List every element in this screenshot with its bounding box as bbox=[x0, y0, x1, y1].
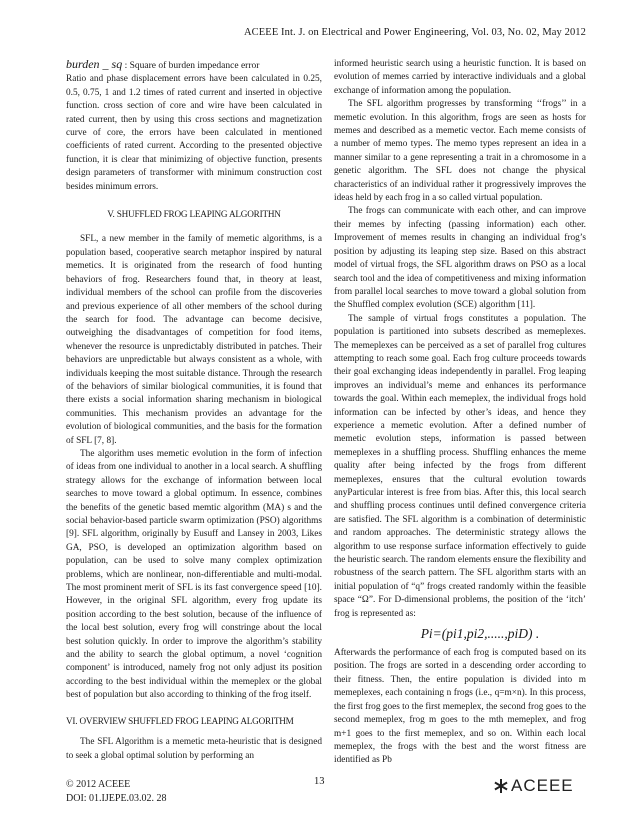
paragraph-communication: The frogs can communicate with each other, and can improve their memes by infecting (passing information) each other. Improvement of memes results in changing an individual frog’s position by adjusting its leaping step size. Based on this abstract model of virtual frogs, the SFL algorithm draws on PSO as a local search tool and the idea of competitiveness and mixing information from parallel local searches to move toward a global solution from the Shuffled complex evolution (SCE) algorithm [11]. bbox=[334, 206, 586, 311]
asterisk-icon bbox=[494, 779, 508, 793]
paragraph-errors: Ratio and phase displacement errors have been calculated in 0.25, 0.5, 0.75, 1 and 1.2 times of rated current and inserted in objective function. cross section of core and wire have been calculated in rated current, then by using this cross sections and magnetization curve of core, the errors have been calculated in mentioned coefficients of rated current. According to the presented objective function, it is clear that minimizing of objective function, presents design parameters of transformer with minimum construction cost besides minimum errors. bbox=[66, 74, 322, 192]
logo-text: ACEEE bbox=[511, 776, 574, 795]
copyright-text: © 2012 ACEEE bbox=[66, 779, 131, 790]
journal-header: ACEEE Int. J. on Electrical and Power Engineering, Vol. 03, No. 02, May 2012 bbox=[244, 27, 586, 38]
position-equation: Pi=(pi1,pi2,.....,piD) . bbox=[420, 626, 540, 642]
burden-definition bbox=[66, 58, 322, 73]
footer-info bbox=[66, 778, 167, 806]
paragraph-population: The sample of virtual frogs constitutes a population. The population is partitioned into subsets described as memeplexes. The memeplexes can be perceived as a set of parallel frog cultures attempting to reach some goal. Each frog culture proceeds towards their goal exchanging ideas independently in parallel. Frog leaping improves an individual’s meme and enhances its performance towards the goal. Within each memeplex, the individual frogs hold information can be infected by other’s ideas, and hence they experience a memetic evolution. After a defined number of memetic evolution steps, information is passed between memeplexes in a shuffling process. Shuffling enhances the meme quality after being infected by the frogs from different memeplexes, ensures that the cultural evolution towards anyParticular interest is free from bias. After this, this local search and shuffling process continues until defined convergence criteria are satisfied. The SFL algorithm is a combination of deterministic and random approaches. The deterministic strategy allows the algorithm to use response surface information effectively to guide the heuristic search. The random elements ensure the flexibility and robustness of the search pattern. The SFL algorithm starts with an initial population of “q” frogs created randomly within the feasible space “Ω”. For D-dimensional problems, the position of the ‘itch’ frog is represented as: bbox=[334, 313, 586, 619]
paragraph-frogs-memes: The SFL algorithm progresses by transforming ‘‘frogs’’ in a memetic evolution. In this algorithm, frogs are seen as hosts for memes and described as a memetic vector. Each meme consists of a number of memo types. The memo types represent an idea in a manner similar to a gene representing a trait in a chromosome in a genetic algorithm. The SFL does not change the physical characteristics of an individual rather it progressively improves the ideas held by each frog in a so called virtual population. bbox=[334, 99, 586, 204]
burden-symbol: burden _ sq bbox=[66, 57, 123, 71]
burden-text: : Square of burden impedance error bbox=[124, 61, 260, 71]
right-column bbox=[334, 58, 586, 768]
doi-text: DOI: 01.IJEPE.03.02. 28 bbox=[66, 793, 167, 804]
paragraph-sfl-intro: SFL, a new member in the family of memetic algorithms, is a population based, cooperative search metaphor inspired by natural memetics. It is originated from the research of food hunting behaviors of frog. Researchers found that, in theory at least, individual members of the school can profile from the discoveries and previous experience of all other members of the school during the search for food. The advantage can become decisive, outweighing the disadvantages of competition for food items, whenever the resource is unpredictably distributed in patches. Their behaviors are unpredictable but always consistent as a whole, with individuals keeping the most suitable distance. Through the research of the behaviors of similar biological communities, it is found that there exists a social information sharing mechanism in biological communities. This mechanism provides an advantage for the evolution of biological communities, and the basis for the formation of SFL [7, 8]. bbox=[66, 234, 322, 446]
paragraph-sorting: Afterwards the performance of each frog is computed based on its position. The frogs are sorted in a descending order according to their fitness. Then, the entire population is divided into m memeplexes, each containing n frogs (i.e., q=m×n). In this process, the first frog goes to the first memeplex, the second frog goes to the second memeplex, frog m goes to the mth memeplex, and frog m+1 goes to the first memeplex, and so on. Within each local memeplex, the frogs with the best and the worst fitness are identified as Pb bbox=[334, 648, 586, 766]
section-heading-v: V. SHUFFLED FROG LEAPING ALGORITHN bbox=[107, 209, 281, 220]
aceee-logo bbox=[494, 776, 574, 796]
section-heading-vi: VI. OVERVIEW SHUFFLED FROG LEAPING ALGORITHM bbox=[66, 715, 294, 726]
paragraph-overview: The SFL Algorithm is a memetic meta-heuristic that is designed to seek a global optimal solution by performing an bbox=[66, 737, 322, 761]
paragraph-sfl-algorithm: The algorithm uses memetic evolution in the form of infection of ideas from one individual to another in a local search. A shuffling strategy allows for the exchange of information between local searches to move toward a global optimum. In essence, combines the benefits of the genetic based memtic algorithm (MA) s and the social behavior-based particle swarm optimization (PSO) algorithms [9]. SFL algorithm, originally by Eusuff and Lansey in 2003, Likes GA, PSO, is developed an optimization algorithm based on population, can be used to solve many complex optimization problems, which are nonlinear, non-differentiable and multi-modal. The most prominent merit of SFL is its fast convergence speed [10]. However, in the original SFL algorithm, every frog update its position according to the best solution, because of the influence of the local best solution, every frog will constringe about the local best solution quickly. In order to improve the algorithm’s stability and the ability to search the global optimum, a novel ‘cognition component’ is introduced, namely frog not only adjust its position according to the best individual within the memeplex or the global best of population but also according to thinking of the frog itself. bbox=[66, 448, 322, 701]
paragraph-heuristic: informed heuristic search using a heuristic function. It is based on evolution of memes carried by interactive individuals and a global exchange of information among the population. bbox=[334, 59, 586, 96]
page-number: 13 bbox=[314, 776, 325, 787]
left-column bbox=[66, 58, 322, 763]
